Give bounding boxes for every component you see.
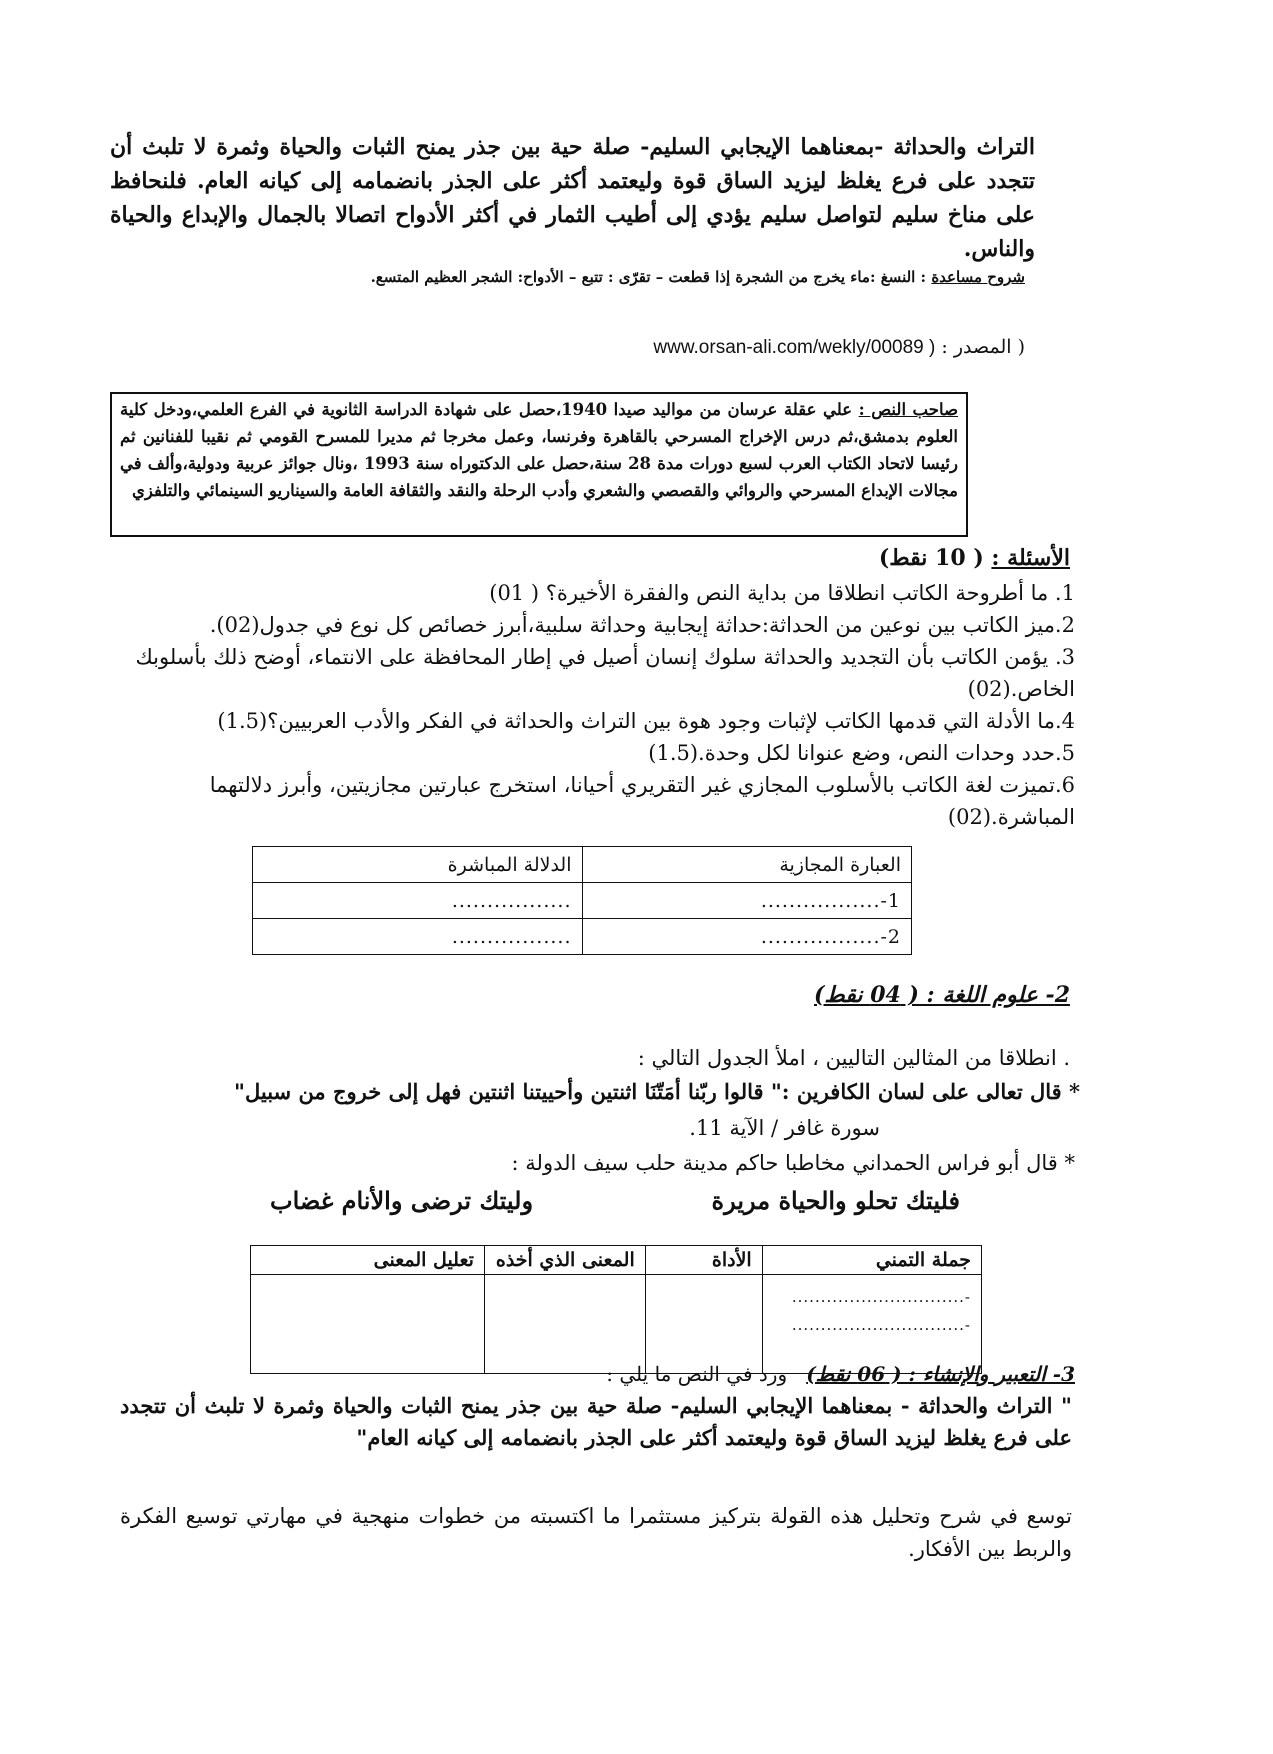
source-open-paren: ( <box>1017 336 1025 358</box>
glossary-label: شروح مساعدة <box>931 268 1025 286</box>
table-cell: 2-................. <box>582 919 912 955</box>
source-label: المصدر : <box>941 336 1012 358</box>
table-header-cell: جملة التمني <box>762 1246 981 1275</box>
table-cell <box>484 1275 645 1374</box>
table-row <box>253 919 912 955</box>
table-header-row <box>253 847 912 883</box>
questions-list <box>135 577 1075 833</box>
metaphor-table <box>252 846 912 955</box>
question-1: 1. ما أطروحة الكاتب انطلاقا من بداية النص والفقرة الأخيرة؟ ( 01) <box>489 581 1075 605</box>
table-cell: ................. <box>253 919 583 955</box>
table-cell: 1-................. <box>582 883 912 919</box>
wish-sentence-2: -.............................. <box>791 1316 971 1334</box>
section-3-quote: " التراث والحداثة - بمعناهما الإيجابي السليم- صلة حية بين جذر يمنح الثبات والحياة وثمرة لا تلبث أن تتجدد على فرع يغلظ ليزيد الساق قوة وليعتمد أكثر على الجذر بانضمامه إلى كيانه العام" <box>120 1393 1072 1450</box>
table-header-row <box>251 1246 982 1275</box>
question-3: 3. يؤمن الكاتب بأن التجديد والحداثة سلوك إنسان أصيل في إطار المحافظة على الانتماء، أوضح ذلك بأسلوبك الخاص.(02) <box>135 645 1075 701</box>
question-2: 2.ميز الكاتب بين نوعين من الحداثة:حداثة إيجابية وحداثة سلبية،أبرز خصائص كل نوع في جدول(02). <box>209 613 1075 637</box>
section-2-instruction: . انطلاقا من المثالين التاليين ، املأ الجدول التالي : <box>637 1046 1070 1070</box>
wish-table <box>250 1245 982 1374</box>
questions-points: ( 10 نقط) <box>878 545 984 571</box>
poem-verse <box>270 1186 960 1215</box>
verse-first-hemistich: فليتك تحلو والحياة مريرة <box>711 1186 960 1215</box>
table-header-cell: الأداة <box>645 1246 762 1275</box>
questions-label: الأسئلة : <box>991 545 1070 571</box>
table-cell <box>251 1275 485 1374</box>
verse-second-hemistich: وليتك ترضى والأنام غضاب <box>270 1186 534 1215</box>
table-cell <box>645 1275 762 1374</box>
table-header-cell: المعنى الذي أخذه <box>484 1246 645 1275</box>
intro-paragraph: التراث والحداثة -بمعناهما الإيجابي السليم- صلة حية بين جذر يمنح الثبات والحياة وثمرة لا تلبث أن تتجدد على فرع يغلظ ليزيد الساق قوة وليعتمد أكثر على الجذر بانضمامه إلى كيانه العام. فلنحافظ على مناخ سليم لتواصل سليم يؤدي إلى أطيب الثمار في أكثر الأدواح اتصالا بالجمال والإبداع والحياة والناس. <box>110 134 1035 262</box>
questions-header <box>860 545 1070 571</box>
abu-firas-intro: * قال أبو فراس الحمداني مخاطبا حاكم مدينة حلب سيف الدولة : <box>511 1151 1075 1175</box>
table-row <box>253 883 912 919</box>
question-4: 4.ما الأدلة التي قدمها الكاتب لإثبات وجود هوة بين التراث والحداثة في الفكر والأدب العربيين؟(1.5) <box>217 709 1075 733</box>
author-box <box>110 392 968 537</box>
author-label: صاحب النص : <box>858 400 959 419</box>
table-header-cell: الدلالة المباشرة <box>253 847 583 883</box>
section-3-title: 3- التعبير والإنشاء : ( 06 نقط) <box>806 1362 1075 1386</box>
section-2-title: 2- علوم اللغة : ( 04 نقط) <box>813 982 1070 1008</box>
section-3-header <box>545 1362 1075 1386</box>
source-url: www.orsan-ali.com/wekly/00089 ) <box>653 337 936 358</box>
table-header-cell: العبارة المجازية <box>582 847 912 883</box>
sura-reference: سورة غافر / الآية 11. <box>689 1116 880 1140</box>
glossary <box>260 268 1025 286</box>
quran-quote: * قال تعالى على لسان الكافرين :" قالوا ربّنا أمَتّنَا اثنتين وأحييتنا اثنتين فهل إلى خروج من سبيل" <box>234 1079 1080 1104</box>
author-bio: علي عقلة عرسان من مواليد صيدا 1940،حصل على شهادة الدراسة الثانوية في الفرع العلمي،ودخل كلية العلوم بدمشق،ثم درس الإخراج المسرحي بالقاهرة وفرنسا، وعمل مخرجا ثم مديرا للمسرح القومي ثم نقيبا للفنانين ثم رئيسا لاتحاد الكتاب العرب لسبع دورات مدة 28 سنة،حصل على الدكتوراه سنة 1993 ،ونال جوائز عربية ودولية،وألف في مجالات الإبداع المسرحي والروائي والقصصي والشعري وأدب الرحلة والنقد والثقافة العامة والسيناريو السينمائي والتلفزي <box>120 400 958 500</box>
section-3-lead: ورد في النص ما يلي : <box>606 1362 788 1386</box>
question-6: 6.تميزت لغة الكاتب بالأسلوب المجازي غير التقريري أحيانا، استخرج عبارتين مجازيتين، وأبرز دلالتهما المباشرة.(02) <box>209 773 1075 829</box>
source-line <box>420 336 1025 359</box>
question-5: 5.حدد وحدات النص، وضع عنوانا لكل وحدة.(1.5) <box>648 741 1075 765</box>
wish-sentence-1: -.............................. <box>791 1288 971 1306</box>
table-cell: ................. <box>253 883 583 919</box>
table-cell <box>762 1275 981 1374</box>
table-row <box>251 1275 982 1374</box>
section-3-task: توسع في شرح وتحليل هذه القولة بتركيز مستثمرا ما اكتسبته من خطوات منهجية في مهارتي توسيع الفكرة والربط بين الأفكار. <box>120 1504 1072 1561</box>
table-header-cell: تعليل المعنى <box>251 1246 485 1275</box>
glossary-text: : النسغ :ماء يخرج من الشجرة إذا قطعت – تقرّى : تتبع – الأدواح: الشجر العظيم المتسع. <box>370 268 927 286</box>
